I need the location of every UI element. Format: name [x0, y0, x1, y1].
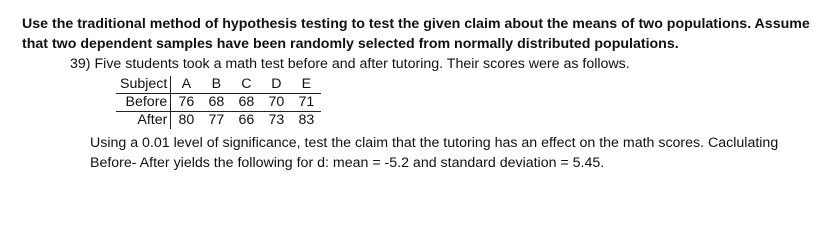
- question-line-2: Before- After yields the following for d: mean = -5.2 and standard deviation = 5.45.: [90, 155, 605, 171]
- row-label-before: Before: [116, 94, 171, 112]
- subject-a-header: A: [181, 76, 192, 92]
- problem-question: [90, 133, 778, 173]
- subject-c-header: C: [241, 76, 252, 92]
- row-label-after: After: [116, 112, 171, 130]
- instructions-line-2: that two dependent samples have been randomly selected from normally distributed populations.: [22, 36, 679, 52]
- table-cell: 71: [291, 94, 321, 112]
- problem-intro: Five students took a math test before and after tutoring. Their scores were as follows.: [94, 56, 630, 72]
- table-row-before: [116, 94, 321, 112]
- instructions: [22, 14, 822, 54]
- table-cell: 83: [298, 112, 315, 128]
- table-cell: 76: [171, 94, 202, 112]
- table-cell: 73: [268, 112, 285, 128]
- problem-statement: [70, 55, 630, 74]
- scores-table: [116, 76, 321, 129]
- table-cell: 66: [238, 112, 255, 128]
- table-cell: 68: [231, 94, 261, 112]
- subject-e-header: E: [301, 76, 312, 92]
- question-line-1: Using a 0.01 level of significance, test the claim that the tutoring has an effect on the math scores. Caclulating: [90, 135, 779, 151]
- problem-number: 39): [70, 56, 91, 72]
- table-header-row: [116, 76, 321, 94]
- subject-b-header: B: [211, 76, 222, 92]
- table-cell: 77: [208, 112, 225, 128]
- table-row-after: [116, 112, 321, 130]
- instructions-line-1: Use the traditional method of hypothesis testing to test the given claim about the means of two populations. Assume: [22, 16, 810, 32]
- table-cell: 68: [201, 94, 231, 112]
- table-cell: 70: [261, 94, 291, 112]
- table-cell: 80: [178, 112, 195, 128]
- subject-d-header: D: [271, 76, 282, 92]
- table-header-label: Subject: [116, 76, 171, 94]
